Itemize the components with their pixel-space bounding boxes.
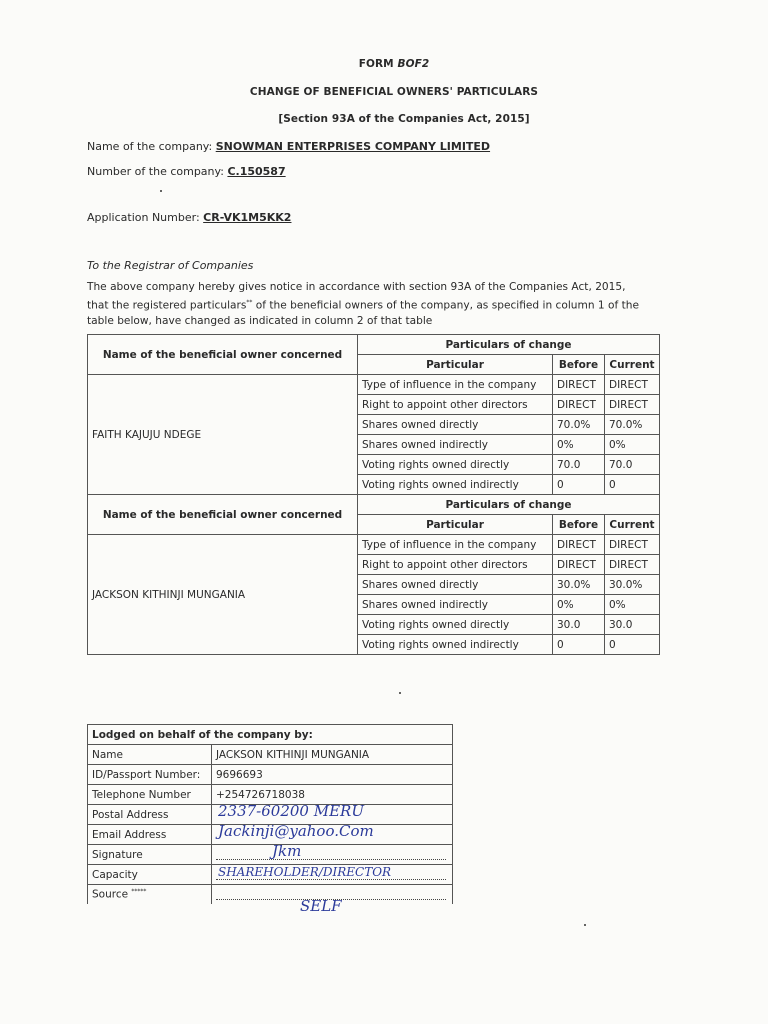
source-footnote-mark: ***** [131, 888, 147, 896]
particular-cell: Shares owned directly [358, 575, 553, 595]
company-name-value: SNOWMAN ENTERPRISES COMPANY LIMITED [215, 140, 491, 153]
form-section: [Section 93A of the Companies Act, 2015] [278, 113, 530, 125]
particular-cell: Right to appoint other directors [358, 395, 553, 415]
particular-cell: Voting rights owned indirectly [358, 475, 553, 495]
particulars-of-change-header: Particulars of change [358, 335, 660, 355]
current-header: Current [605, 355, 660, 375]
application-number-value: CR-VK1M5KK2 [203, 211, 292, 224]
lodged-id-label: ID/Passport Number: [88, 765, 212, 785]
lodged-title: Lodged on behalf of the company by: [88, 725, 453, 745]
particular-cell: Shares owned indirectly [358, 595, 553, 615]
notice-line-3: table below, have changed as indicated in column 2 of that table [87, 314, 433, 327]
owner-header-row [88, 335, 660, 355]
notice-paragraph [87, 280, 687, 329]
form-code: BOF2 [397, 58, 430, 70]
current-cell: 70.0% [605, 415, 660, 435]
owner-name-header: Name of the beneficial owner concerned [88, 495, 358, 535]
lodged-source-label: Source [92, 888, 129, 901]
particular-cell: Type of influence in the company [358, 375, 553, 395]
capacity-dotted-line [216, 879, 446, 880]
particular-cell: Shares owned indirectly [358, 435, 553, 455]
current-cell: 30.0 [605, 615, 660, 635]
company-name-line [87, 140, 490, 153]
lodged-email-row [88, 825, 453, 845]
current-cell: DIRECT [605, 535, 660, 555]
before-cell: 0 [553, 635, 605, 655]
lodged-source-label-cell [88, 885, 212, 905]
particular-cell: Voting rights owned directly [358, 615, 553, 635]
lodged-name-row [88, 745, 453, 765]
lodged-capacity-label: Capacity [88, 865, 212, 885]
handwritten-capacity: SHAREHOLDER/DIRECTOR [218, 865, 392, 879]
application-number-line [87, 211, 291, 224]
before-cell: DIRECT [553, 375, 605, 395]
current-cell: DIRECT [605, 395, 660, 415]
particular-cell: Voting rights owned indirectly [358, 635, 553, 655]
lodged-name-value: JACKSON KITHINJI MUNGANIA [212, 745, 453, 765]
before-header: Before [553, 515, 605, 535]
particulars-of-change-header: Particulars of change [358, 495, 660, 515]
handwritten-source: SELF [300, 897, 342, 915]
particular-cell: Voting rights owned directly [358, 455, 553, 475]
before-cell: 30.0 [553, 615, 605, 635]
particular-cell: Right to appoint other directors [358, 555, 553, 575]
current-cell: DIRECT [605, 375, 660, 395]
table-row [88, 535, 660, 555]
company-name-label: Name of the company: [87, 140, 216, 153]
handwritten-email-address: Jackinji@yahoo.Com [218, 822, 374, 840]
owner-name-header: Name of the beneficial owner concerned [88, 335, 358, 375]
before-cell: 0% [553, 435, 605, 455]
current-cell: 0 [605, 635, 660, 655]
before-cell: 30.0% [553, 575, 605, 595]
lodged-id-value: 9696693 [212, 765, 453, 785]
before-cell: 70.0% [553, 415, 605, 435]
before-cell: 70.0 [553, 455, 605, 475]
lodged-capacity-cell [212, 865, 453, 885]
lodged-title-row [88, 725, 453, 745]
current-cell: DIRECT [605, 555, 660, 575]
current-cell: 0% [605, 595, 660, 615]
handwritten-signature: Jkm [272, 842, 302, 860]
before-cell: 0 [553, 475, 605, 495]
before-cell: 0% [553, 595, 605, 615]
table-row [88, 375, 660, 395]
before-cell: DIRECT [553, 555, 605, 575]
particular-header: Particular [358, 355, 553, 375]
lodged-name-label: Name [88, 745, 212, 765]
form-subtitle: CHANGE OF BENEFICIAL OWNERS' PARTICULARS [249, 86, 539, 98]
lodged-signature-label: Signature [88, 845, 212, 865]
current-cell: 0 [605, 475, 660, 495]
notice-line-1: The above company hereby gives notice in accordance with section 93A of the Companies Act, 2015, [87, 281, 626, 293]
lodged-signature-cell [212, 842, 453, 865]
before-cell: DIRECT [553, 395, 605, 415]
beneficial-owner-name: FAITH KAJUJU NDEGE [88, 375, 358, 495]
current-cell: 30.0% [605, 575, 660, 595]
lodged-id-row [88, 765, 453, 785]
lodged-by-table [87, 724, 453, 904]
company-number-value: C.150587 [227, 165, 286, 178]
lodged-email-label: Email Address [88, 825, 212, 845]
scan-speck [584, 924, 586, 926]
company-number-line [87, 165, 286, 178]
beneficial-owners-table [87, 334, 660, 655]
particular-cell: Shares owned directly [358, 415, 553, 435]
lodged-signature-row [88, 845, 453, 865]
before-header: Before [553, 355, 605, 375]
current-header: Current [605, 515, 660, 535]
notice-footnote-mark: ** [246, 299, 253, 306]
company-number-label: Number of the company: [87, 165, 228, 178]
current-cell: 0% [605, 435, 660, 455]
current-cell: 70.0 [605, 455, 660, 475]
notice-line-2-a: that the registered particulars [87, 299, 247, 312]
application-number-label: Application Number: [87, 211, 204, 224]
lodged-capacity-row [88, 865, 453, 885]
lodged-tel-value: +254726718038 [212, 785, 453, 805]
owner-header-row [88, 495, 660, 515]
before-cell: DIRECT [553, 535, 605, 555]
notice-line-2 [87, 295, 687, 314]
signature-dotted-line [216, 859, 446, 860]
lodged-source-row [88, 885, 453, 905]
lodged-tel-label: Telephone Number [88, 785, 212, 805]
scan-speck [160, 190, 162, 192]
handwritten-postal-address: 2337-60200 MERU [218, 802, 364, 820]
form-title [10, 58, 768, 70]
particular-cell: Type of influence in the company [358, 535, 553, 555]
beneficial-owner-name: JACKSON KITHINJI MUNGANIA [88, 535, 358, 655]
notice-line-2-b: of the beneficial owners of the company, as specified in column 1 of the [252, 299, 639, 312]
lodged-postal-label: Postal Address [88, 805, 212, 825]
registrar-salutation: To the Registrar of Companies [87, 259, 254, 272]
lodged-email-cell [212, 822, 453, 845]
form-title-prefix: FORM [358, 58, 398, 70]
particular-header: Particular [358, 515, 553, 535]
scan-speck [399, 692, 401, 694]
